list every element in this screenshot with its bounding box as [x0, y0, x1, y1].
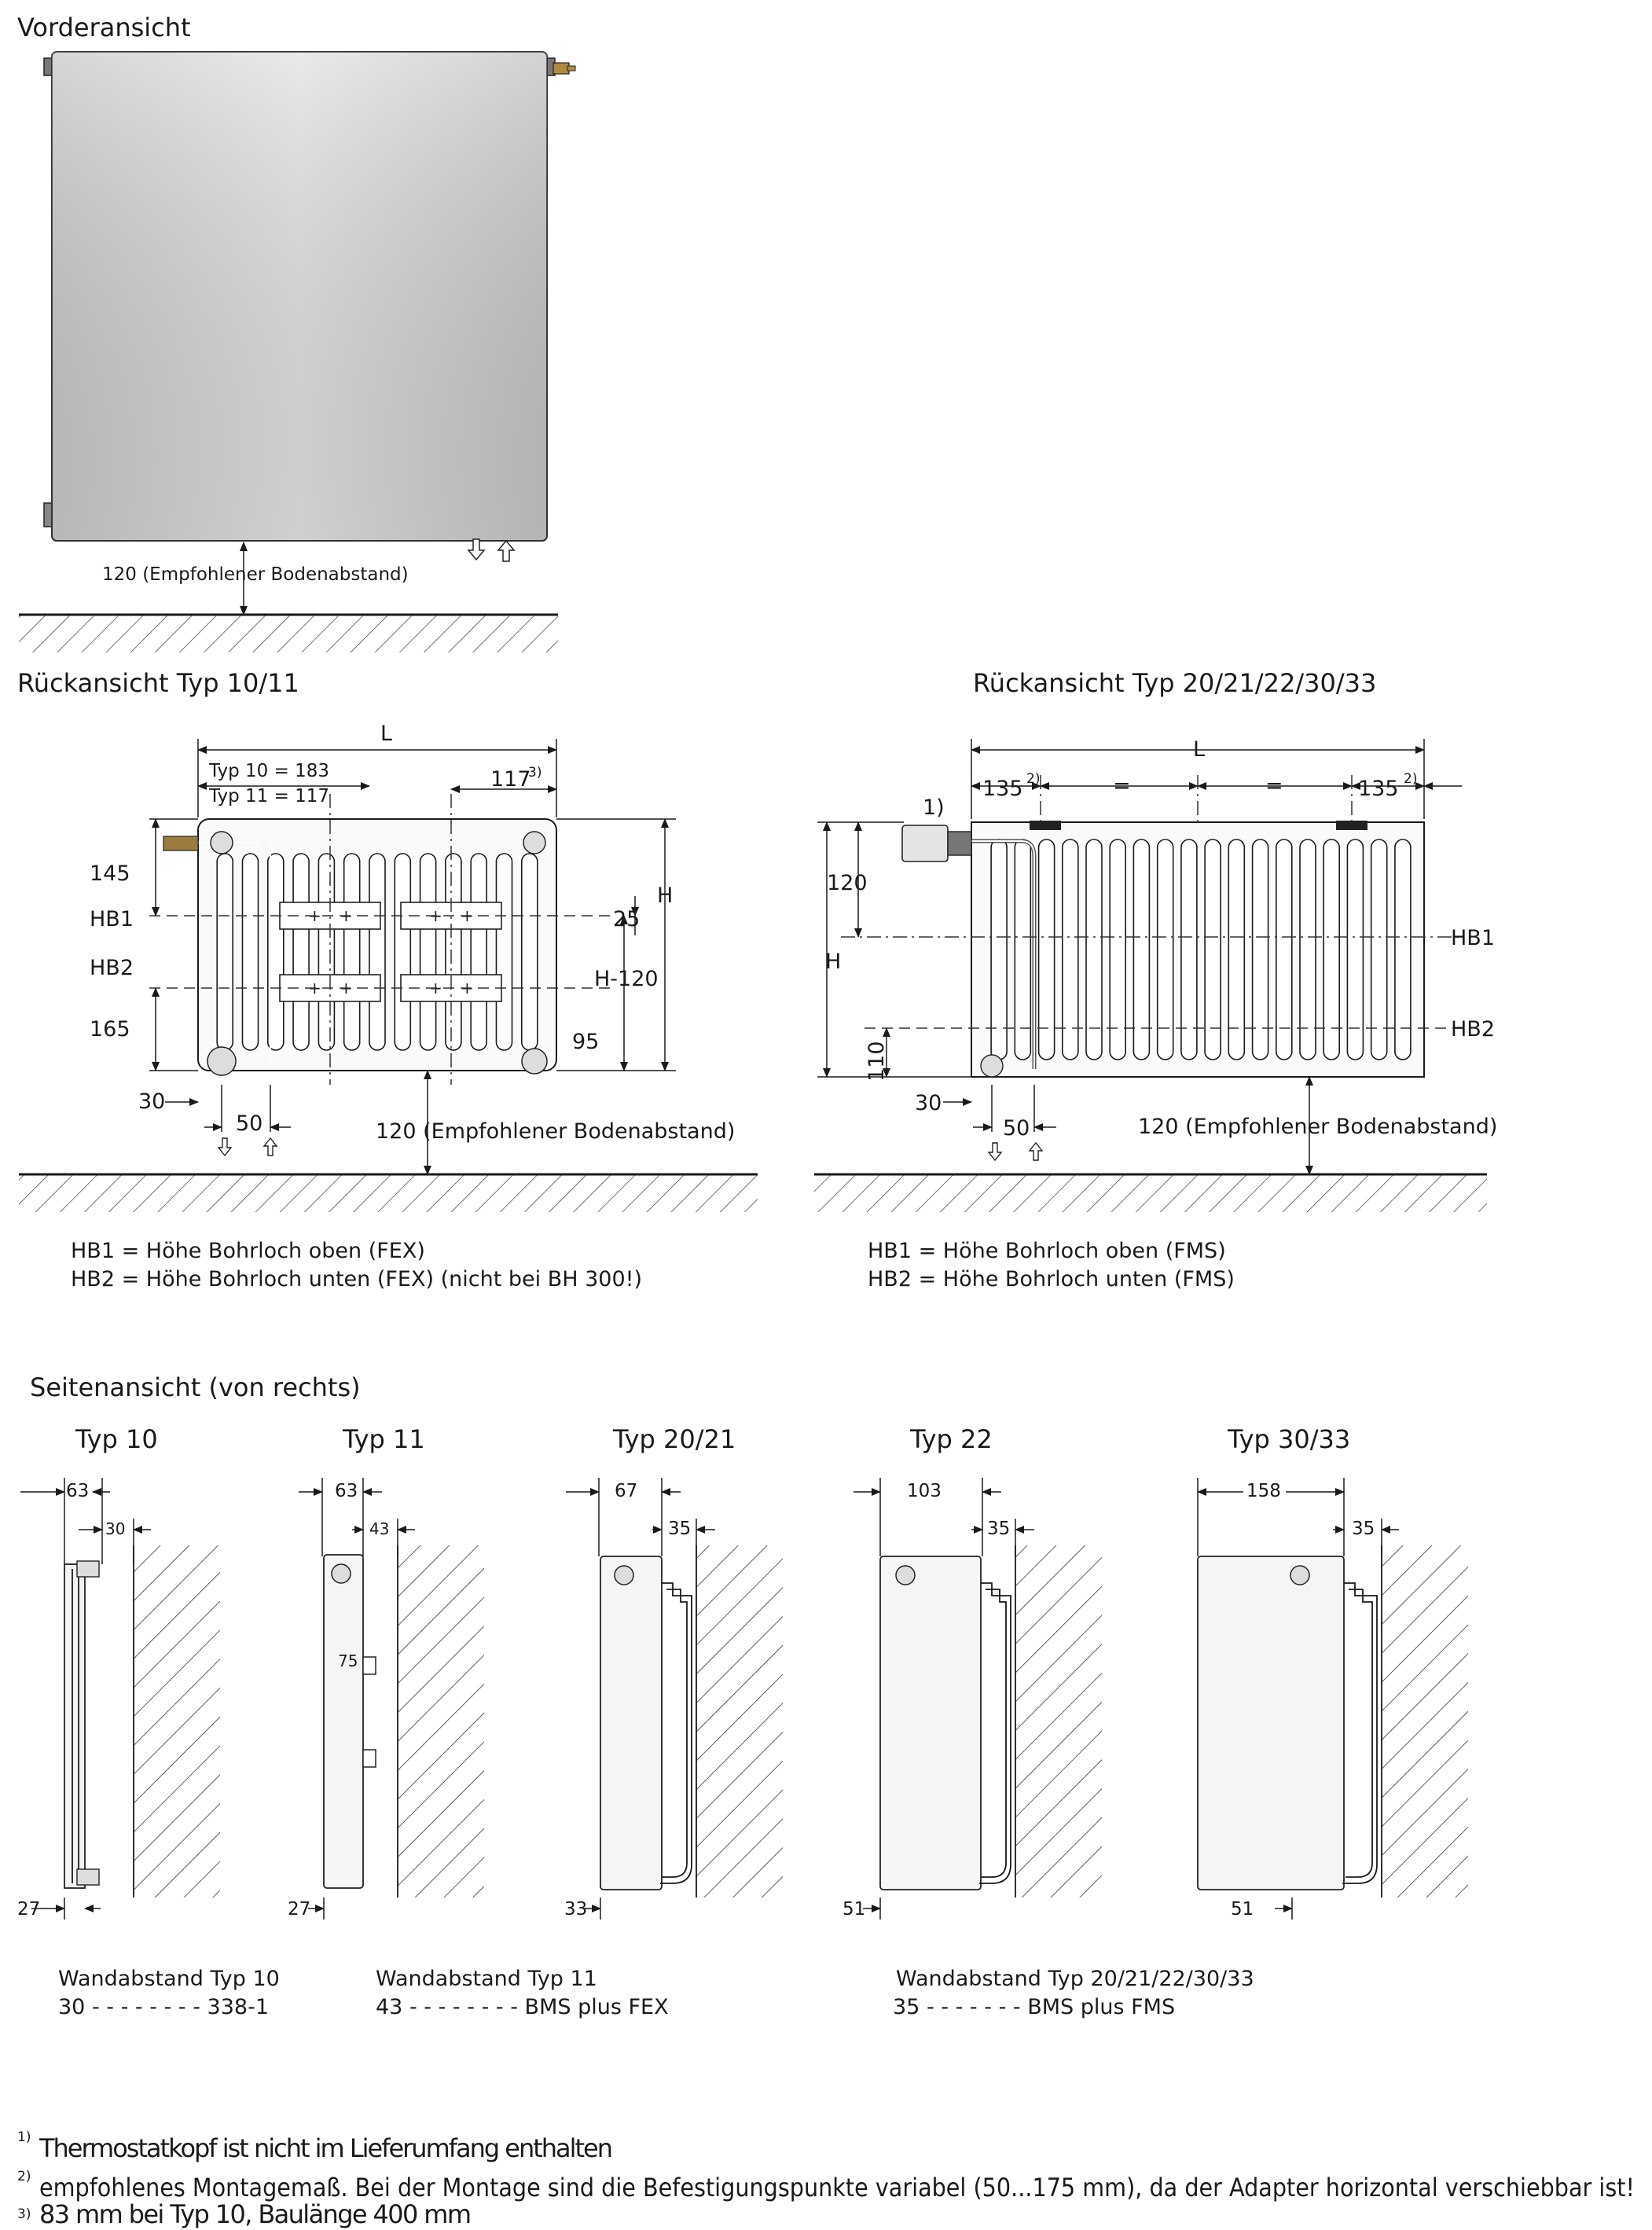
side-typ11-bottom: 27	[288, 1899, 311, 1920]
rear1011-floor-hatch	[19, 1174, 758, 1212]
footnotes	[17, 2129, 1635, 2229]
svg-text:+: +	[340, 979, 353, 997]
side-typ20-bottom: 33	[564, 1899, 588, 1920]
sup-2a: 2)	[1026, 771, 1041, 787]
front-floor-hatch	[19, 615, 558, 652]
svg-text:+: +	[429, 906, 442, 925]
up-arrow-icon	[1030, 1143, 1042, 1160]
dim-135-right: 135	[1358, 777, 1399, 801]
radiator-fin	[1347, 839, 1363, 1060]
hb1-label: HB1	[90, 907, 134, 931]
dim-117: 117	[490, 767, 531, 792]
dim-30-2: 30	[915, 1091, 942, 1115]
radiator-fin	[1181, 839, 1197, 1060]
rear1011-valve-icon	[163, 836, 198, 850]
wall11-title: Wandabstand Typ 11	[376, 1967, 597, 1991]
radiator-fin	[446, 854, 461, 1050]
sup-3: 3)	[528, 765, 542, 781]
rear1011-title: Rückansicht Typ 10/11	[17, 668, 299, 698]
side-typ22-depth: 103	[907, 1481, 942, 1501]
svg-text:+: +	[429, 979, 442, 997]
svg-text:+: +	[461, 979, 474, 997]
front-floor-label: 120 (Empfohlener Bodenabstand)	[102, 564, 409, 585]
hb2-label-2: HB2	[1451, 1017, 1496, 1042]
eq-right: =	[1265, 773, 1283, 798]
side-views	[17, 1372, 1468, 2019]
dim-110: 110	[865, 1041, 889, 1082]
dim-120: 120	[827, 871, 868, 895]
radiator-fin	[369, 854, 385, 1050]
dim-25: 25	[613, 907, 641, 931]
side-typ20-wall: 35	[668, 1519, 692, 1539]
side-title: Seitenansicht (von rechts)	[30, 1372, 361, 1402]
rear1011-plug-top	[211, 832, 233, 854]
radiator-fin	[1253, 839, 1268, 1060]
dim-145: 145	[90, 862, 130, 886]
dim-typ11: Typ 11 = 117	[209, 786, 330, 806]
rear1011-legend1: HB1 = Höhe Bohrloch oben (FEX)	[71, 1239, 425, 1263]
side-typ22-name: Typ 22	[910, 1424, 993, 1454]
footnote-2-mark: 2)	[17, 2169, 31, 2184]
dim-H-2: H	[825, 950, 842, 974]
down-arrow-icon	[498, 541, 514, 561]
side-typ30-33	[1198, 1424, 1468, 1920]
radiator-fin	[1276, 839, 1292, 1060]
footnote-1-text: Thermostatkopf ist nicht im Lieferumfang enthalten	[39, 2133, 614, 2163]
rear-view-type-20-33	[814, 668, 1497, 1291]
rear2033-legend2: HB2 = Höhe Bohrloch unten (FMS)	[868, 1267, 1235, 1291]
rear1011-vent-bottom	[522, 1049, 547, 1074]
radiator-fin	[1015, 839, 1030, 1060]
side-typ22-bottom: 51	[843, 1899, 866, 1920]
dim-95: 95	[572, 1030, 600, 1054]
wall20-title: Wandabstand Typ 20/21/22/30/33	[896, 1967, 1254, 1991]
dim-H-120: H-120	[594, 967, 659, 991]
side-typ22-wall: 35	[987, 1519, 1011, 1539]
down-arrow-icon	[989, 1143, 1001, 1160]
side-typ20-name: Typ 20/21	[613, 1424, 736, 1454]
radiator-fin	[1228, 839, 1244, 1060]
footnote-3-text: 83 mm bei Typ 10, Baulänge 400 mm	[39, 2199, 472, 2229]
radiator-fin	[522, 854, 538, 1050]
up-arrow-icon	[264, 1138, 277, 1155]
rear-view-type-10-11	[17, 668, 758, 1291]
dim-50-2: 50	[1003, 1116, 1030, 1141]
side-typ11-wall: 43	[369, 1519, 390, 1538]
side-typ11-name: Typ 11	[343, 1424, 425, 1454]
radiator-fin	[1300, 839, 1316, 1060]
up-arrow-icon	[468, 539, 484, 560]
dim-H: H	[657, 884, 674, 908]
rear1011-plug-bottom	[207, 1047, 236, 1075]
rear1011-floor-label: 120 (Empfohlener Bodenabstand)	[376, 1119, 736, 1144]
side-typ11-extra: 75	[338, 1651, 358, 1670]
front-view	[17, 13, 575, 652]
svg-text:+: +	[308, 979, 321, 997]
svg-text:+: +	[461, 906, 474, 925]
dim-165: 165	[90, 1017, 130, 1042]
dim-50: 50	[236, 1111, 263, 1136]
side-typ10	[17, 1424, 220, 1920]
radiator-fin	[1039, 839, 1055, 1060]
side-typ10-depth: 63	[66, 1481, 90, 1501]
radiator-fin	[1205, 839, 1221, 1060]
radiator-fin	[217, 854, 233, 1050]
dim-L: L	[380, 722, 393, 746]
side-typ20-depth: 67	[615, 1481, 638, 1501]
hb2-label: HB2	[90, 956, 134, 980]
radiator-fin	[420, 854, 436, 1050]
wall10-title: Wandabstand Typ 10	[58, 1967, 280, 1991]
flow-arrows	[468, 539, 514, 561]
hb1-label-2: HB1	[1451, 926, 1496, 950]
radiator-fin	[344, 854, 360, 1050]
footnote-2-text: empfohlenes Montagemaß. Bei der Montage sind die Befestigungspunkte variabel (50...175 mm), da der Adapter horizontal verschiebbar ist!	[39, 2173, 1635, 2202]
radiator-fin	[1110, 839, 1125, 1060]
dim-30: 30	[138, 1089, 166, 1114]
side-typ10-wall: 30	[105, 1519, 126, 1538]
radiator-fin	[243, 854, 259, 1050]
footnote-1-mark: 1)	[17, 2129, 31, 2145]
radiator-fin	[1158, 839, 1173, 1060]
down-arrow-icon	[218, 1138, 231, 1155]
wall11-line: 43 - - - - - - - - BMS plus FEX	[376, 1995, 669, 2019]
radiator-fin	[293, 854, 309, 1050]
side-typ22	[843, 1424, 1102, 1920]
side-typ20-21	[564, 1424, 783, 1920]
svg-text:+: +	[340, 906, 353, 925]
rear2033-floor-label: 120 (Empfohlener Bodenabstand)	[1138, 1115, 1498, 1139]
radiator-fin	[1063, 839, 1078, 1060]
side-typ10-name: Typ 10	[75, 1424, 158, 1454]
side-typ10-bottom: 27	[17, 1899, 41, 1920]
panel-shading	[52, 52, 547, 541]
note-1: 1)	[923, 795, 945, 820]
radiator-fin	[471, 854, 486, 1050]
side-typ30-wall: 35	[1352, 1519, 1375, 1539]
rear1011-vent-top	[523, 832, 545, 854]
side-typ11-depth: 63	[335, 1481, 358, 1501]
side-typ30-name: Typ 30/33	[1228, 1424, 1351, 1454]
valve-icon	[553, 63, 569, 74]
side-typ11	[288, 1424, 484, 1920]
eq-left: =	[1113, 773, 1131, 798]
front-title: Vorderansicht	[17, 13, 191, 42]
radiator-fin	[1133, 839, 1149, 1060]
valve-tip	[567, 66, 575, 71]
svg-text:+: +	[308, 906, 321, 925]
radiator-fin	[395, 854, 410, 1050]
rear1011-legend2: HB2 = Höhe Bohrloch unten (FEX) (nicht bei BH 300!)	[71, 1267, 642, 1291]
radiator-fin	[1371, 839, 1387, 1060]
radiator-fin	[1086, 839, 1102, 1060]
radiator-fin	[1395, 839, 1411, 1060]
dim-L-2: L	[1193, 737, 1206, 762]
wall10-line: 30 - - - - - - - - 338-1	[58, 1995, 269, 2019]
bracket-mark-right	[1336, 821, 1367, 830]
thermostat-head-icon	[902, 825, 948, 862]
rear2033-legend1: HB1 = Höhe Bohrloch oben (FMS)	[868, 1239, 1226, 1263]
radiator-fin	[991, 839, 1007, 1060]
side-typ30-bottom: 51	[1231, 1899, 1254, 1920]
rear2033-title: Rückansicht Typ 20/21/22/30/33	[973, 668, 1377, 698]
radiator-fin	[497, 854, 512, 1050]
dim-typ10: Typ 10 = 183	[209, 761, 330, 781]
side-typ30-depth: 158	[1246, 1481, 1281, 1501]
dim-135-left: 135	[982, 777, 1023, 801]
bracket-mark-left	[1030, 821, 1061, 830]
footnote-3-mark: 3)	[17, 2206, 31, 2222]
wall20-line: 35 - - - - - - - BMS plus FMS	[893, 1995, 1176, 2019]
sup-2b: 2)	[1404, 771, 1418, 787]
radiator-fin	[318, 854, 334, 1050]
radiator-fin	[1323, 839, 1339, 1060]
